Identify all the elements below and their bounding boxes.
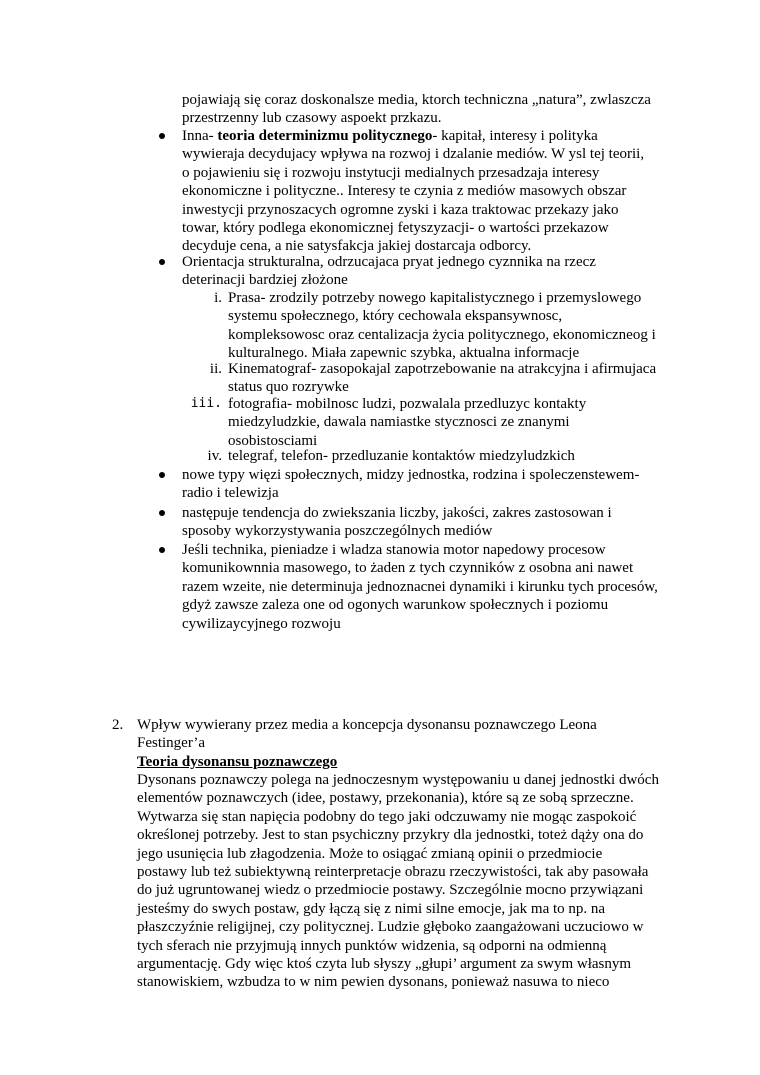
continuation-paragraph — [182, 91, 702, 128]
text-line: przestrzenny lub czasowy aspoekt przkazu. — [182, 110, 442, 127]
text-line: do już ugruntowanej wiedz o przedmiocie postawy. Szczególnie mocno przywiązani — [137, 882, 644, 899]
list-item — [182, 127, 702, 256]
text-line: decyduje cena, a nie satysfakcja jakiej dostarcaja odborcy. — [182, 238, 532, 255]
text-line: następuje tendencja do zwiekszania liczby, jakości, zakres zastosowan i — [182, 505, 612, 521]
text-line: Jeśli technika, pieniadze i wladza stanowia motor napedowy procesow — [182, 542, 606, 558]
roman-numeral: iv. — [207, 448, 222, 464]
roman-numeral: ii. — [209, 361, 222, 377]
text-line: miedzyludzkie, dawala namiastke stycznosci ze znanymi — [228, 414, 570, 431]
text-line: Prasa- zrodzily potrzeby nowego kapitalistycznego i przemyslowego — [228, 290, 642, 306]
text-line: sposoby wykorzystywania poszczególnych mediów — [182, 523, 493, 540]
sublist-item — [207, 447, 698, 465]
bold-term: teoria determinizmu politycznego — [217, 128, 433, 144]
text-line: Festinger’a — [137, 735, 206, 752]
list-item — [182, 466, 702, 503]
text-line: ekonomiczne i polityczne.. Interesy te czynia z mediów masowych obszar — [182, 183, 627, 200]
text-line: razem wzeite, nie determinuja jednoznacnei dynamiki i kirunku tych procesów, — [182, 578, 658, 595]
text-line: radio i telewizja — [182, 485, 279, 502]
text-line: jego usunięcia lub złagodzenia. Może to osiągać zmianą opinii o przedmiocie — [137, 845, 603, 862]
text-line: fotografia- mobilnosc ludzi, pozwalala przedluzyc kontakty — [228, 396, 587, 412]
text-line: towar, który podlega ekonomicznej fetyszyzacji- o wartości przekazow — [182, 220, 609, 237]
text-fragment: Inna- — [182, 128, 218, 144]
text-fragment: - kapitał, interesy i polityka — [432, 128, 598, 144]
text-line: kompleksowosc oraz centalizacja życia politycznego, ekonomiczneog i — [228, 326, 656, 343]
list-item — [182, 253, 702, 290]
roman-numeral: i. — [214, 290, 222, 306]
text-line: gdyż zawsze zaleza one od ogonych warunkow społecznych i poziomu — [182, 597, 609, 614]
text-line: jesteśmy do swych postaw, gdy łączą się z nimi silne emocje, jak ma to np. na — [137, 900, 606, 917]
text-line: wywieraja decydujacy wpływa na rozwoj i dzalanie mediów. W ysl tej teorii, — [182, 146, 645, 163]
text-line: Orientacja strukturalna, odrzucajaca pryat jednego cyznnika na rzecz — [182, 254, 596, 270]
text-line: status quo rozrywke — [228, 379, 349, 396]
heading-text: Teoria dysonansu poznawczego — [137, 754, 338, 770]
sublist-item — [190, 395, 698, 450]
text-line: stanowiskiem, wzbudza to w nim pewien dysonans, ponieważ nasuwa to nieco — [137, 974, 610, 991]
text-line: osobistosciami — [228, 432, 318, 449]
bullet-icon — [159, 259, 165, 265]
text-line: cywilizaycyjnego rozwoju — [182, 615, 341, 632]
text-line: nowe typy więzi społecznych, midzy jednostka, rodzina i spoleczenstewem- — [182, 467, 640, 483]
sublist-item — [214, 289, 698, 363]
bullet-icon — [159, 472, 165, 478]
text-line: o pojawieniu się i rozwoju instytucji medialnych przesadzaja interesy — [182, 164, 600, 181]
text-line: określonej potrzeby. Jest to stan psychiczny przykry dla jednostki, toteż dąży ona do — [137, 827, 644, 844]
text-line: kulturalnego. Miała zapewnic szybka, aktualna informacje — [228, 345, 580, 362]
text-line: deterinacji bardziej złożone — [182, 272, 348, 289]
section-heading — [137, 753, 697, 771]
list-item — [182, 504, 702, 541]
text-line — [182, 127, 702, 145]
list-item — [182, 541, 702, 633]
section-title — [137, 716, 697, 753]
text-line: pojawiają się coraz doskonalsze media, ktorch techniczna „natura”, zwlaszcza — [182, 92, 651, 108]
text-line: elementów poznawczych (idee, postawy, przekonania), które są ze sobą sprzeczne. — [137, 790, 634, 807]
sublist-item — [209, 360, 698, 397]
text-line: systemu społecznego, który cechowala ekspansywnosc, — [228, 308, 563, 325]
text-line: tych sferach nie przyjmują innych punktów widzenia, są odporni na odmienną — [137, 937, 607, 954]
text-line: komunikownnia masowego, to żaden z tych czynników z osobna ani nawet — [182, 560, 634, 577]
text-line: argumentację. Gdy więc ktoś czyta lub słyszy „głupi’ argument za swym własnym — [137, 956, 632, 973]
text-line: telegraf, telefon- przedluzanie kontaktów miedzyludzkich — [228, 448, 575, 464]
bullet-icon — [159, 547, 165, 553]
text-line: Dysonans poznawczy polega na jednoczesnym występowaniu u danej jednostki dwóch — [137, 772, 659, 788]
section-number: 2. — [112, 717, 124, 733]
roman-numeral: iii. — [190, 396, 222, 411]
text-line: Wytwarza się stan napięcia podobny do tego jaki odczuwamy nie mogąc zaspokoić — [137, 808, 637, 825]
text-line: płaszczyźnie religijnej, czy politycznej. Ludzie głęboko zaangażowani uczuciowo w — [137, 919, 644, 936]
section-body — [137, 771, 697, 992]
bullet-icon — [159, 133, 165, 139]
text-line: inwestycji przynoszacych ogromne zyski i kaza traktowac przekazy jako — [182, 201, 619, 218]
bullet-icon — [159, 510, 165, 516]
text-line: Wpływ wywierany przez media a koncepcja dysonansu poznawczego Leona — [137, 717, 597, 733]
text-line: postawy lub też subiektywną reinterpretacje obrazu rzeczywistości, tak aby pasowała — [137, 864, 649, 881]
text-line: Kinematograf- zasopokajal zapotrzebowanie na atrakcyjna i afirmujaca — [228, 361, 657, 377]
